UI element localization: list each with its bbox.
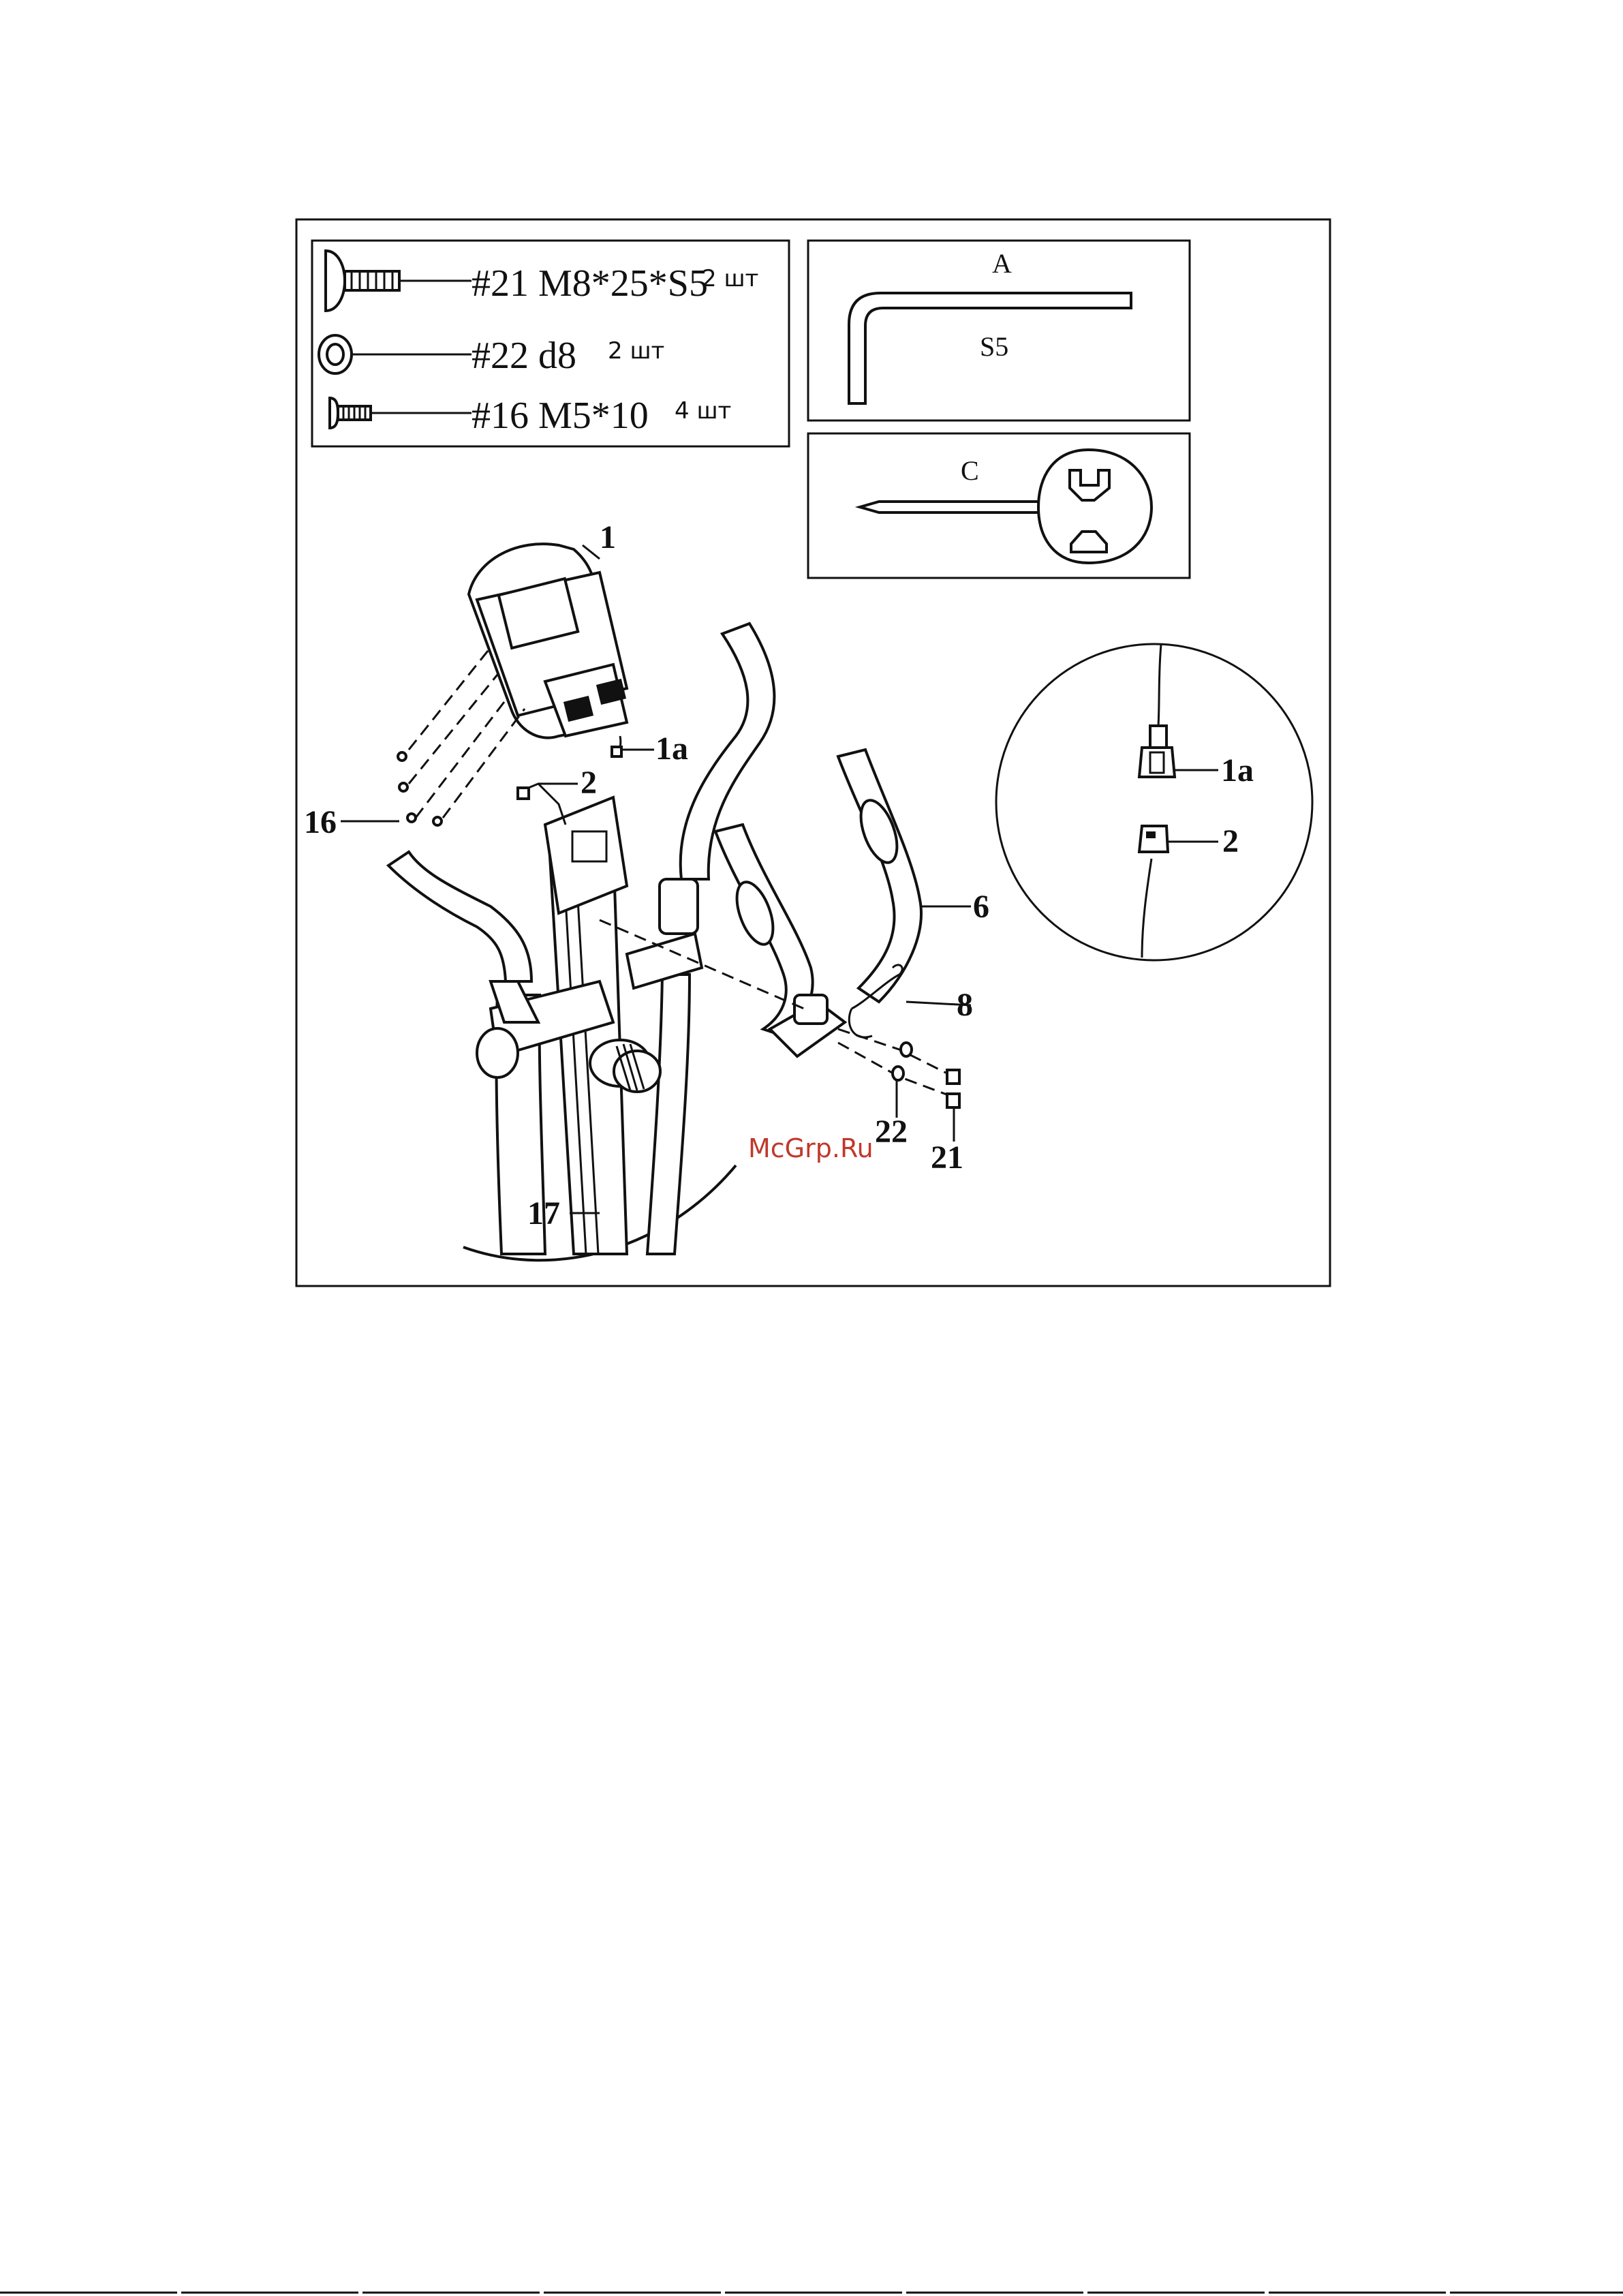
callout-sensor-cable: 2 [581,765,597,801]
connector-detail [996,644,1312,960]
screw-icon [330,398,472,428]
allen-key-letter: A [992,248,1012,279]
screw-code: #16 M5*10 [472,395,649,437]
detail-label-2: 2 [1222,823,1239,859]
callout-console-cable: 1a [655,731,688,767]
screw-qty: 4 шт [675,397,732,425]
watermark: McGrp.Ru [748,1133,874,1163]
callout-washer: 22 [875,1114,908,1150]
wrench-letter: C [961,455,979,486]
callout-screws: 16 [304,804,337,840]
callout-handlebar-cable: 8 [957,987,973,1023]
machine-illustration [388,624,959,1260]
bolt-qty: 2 шт [702,265,759,292]
allen-key-size: S5 [980,331,1009,362]
washer-code: #22 d8 [472,335,576,377]
bolt-icon [326,251,472,311]
washer-qty: 2 шт [608,337,665,365]
plug-2-icon [1139,826,1168,852]
allen-key-box [808,241,1190,420]
callout-bolt: 21 [931,1139,963,1176]
handlebar-icon [715,750,921,1056]
wrench-icon [860,450,1151,563]
bolt-code: #21 M8*25*S5 [472,262,708,305]
washer-icon [319,335,472,373]
wrench-box [808,433,1190,578]
hardware-box [312,241,789,446]
detail-label-1a: 1a [1221,752,1254,789]
callout-handlebar: 6 [973,889,989,925]
console-icon [469,544,627,738]
callout-console: 1 [600,519,616,555]
callout-upright: 17 [527,1195,560,1231]
bolt-part-icon [947,1070,959,1107]
